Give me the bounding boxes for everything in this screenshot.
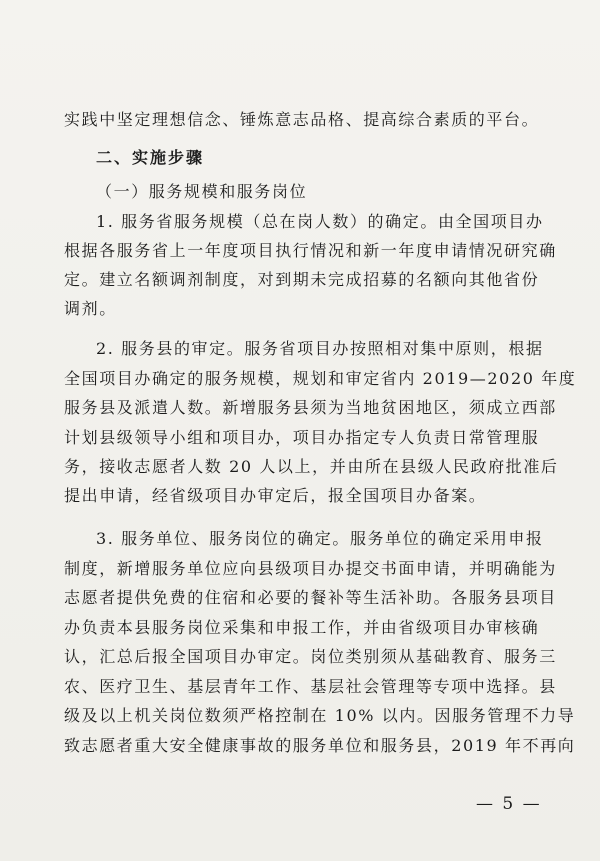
paragraph-2-line: 计划县级领导小组和项目办，项目办指定专人负责日常管理服 [64, 428, 540, 447]
paragraph-2-line: 提出申请，经省级项目办审定后，报全国项目办备案。 [64, 486, 487, 505]
page-number: — 5 — [476, 794, 542, 814]
paragraph-2-line: 全国项目办确定的服务规模，规划和审定省内 2019—2020 年度 [64, 369, 577, 388]
paragraph-1-line: 调剂。 [64, 299, 117, 318]
paragraph-3-line: 志愿者提供免费的住宿和必要的餐补等生活补助。各服务县项目 [64, 588, 557, 607]
paragraph-3-line: 认，汇总后报全国项目办审定。岗位类别须从基础教育、服务三 [64, 647, 557, 666]
paragraph-3-line: 农、医疗卫生、基层青年工作、基层社会管理等专项中选择。县 [64, 677, 557, 696]
paragraph-2-line: 服务县及派遣人数。新增服务县须为当地贫困地区，须成立西部 [64, 398, 557, 417]
paragraph-3-line: 级及以上机关岗位数须严格控制在 10% 以内。因服务管理不力导 [64, 706, 576, 725]
paragraph-3-line: 致志愿者重大安全健康事故的服务单位和服务县，2019 年不再向 [64, 736, 576, 755]
paragraph-1-line: 1. 服务省服务规模（总在岗人数）的确定。由全国项目办 [96, 212, 544, 231]
paragraph-1-line: 定。建立名额调剂制度，对到期未完成招募的名额向其他省份 [64, 270, 540, 289]
paragraph-3-line: 制度，新增服务单位应向县级项目办提交书面申请，并明确能为 [64, 559, 557, 578]
subsection-heading: （一）服务规模和服务岗位 [96, 182, 308, 201]
paragraph-2-line: 2. 服务县的审定。服务省项目办按照相对集中原则，根据 [96, 339, 544, 358]
paragraph-1-line: 根据各服务省上一年度项目执行情况和新一年度申请情况研究确 [64, 241, 557, 260]
paragraph-3-line: 3. 服务单位、服务岗位的确定。服务单位的确定采用申报 [96, 529, 544, 548]
body-line: 实践中坚定理想信念、锤炼意志品格、提高综合素质的平台。 [64, 110, 540, 129]
paragraph-2-line: 务，接收志愿者人数 20 人以上，并由所在县级人民政府批准后 [64, 457, 559, 476]
section-heading: 二、实施步骤 [96, 148, 205, 167]
paragraph-3-line: 办负责本县服务岗位采集和申报工作，并由省级项目办审核确 [64, 618, 540, 637]
